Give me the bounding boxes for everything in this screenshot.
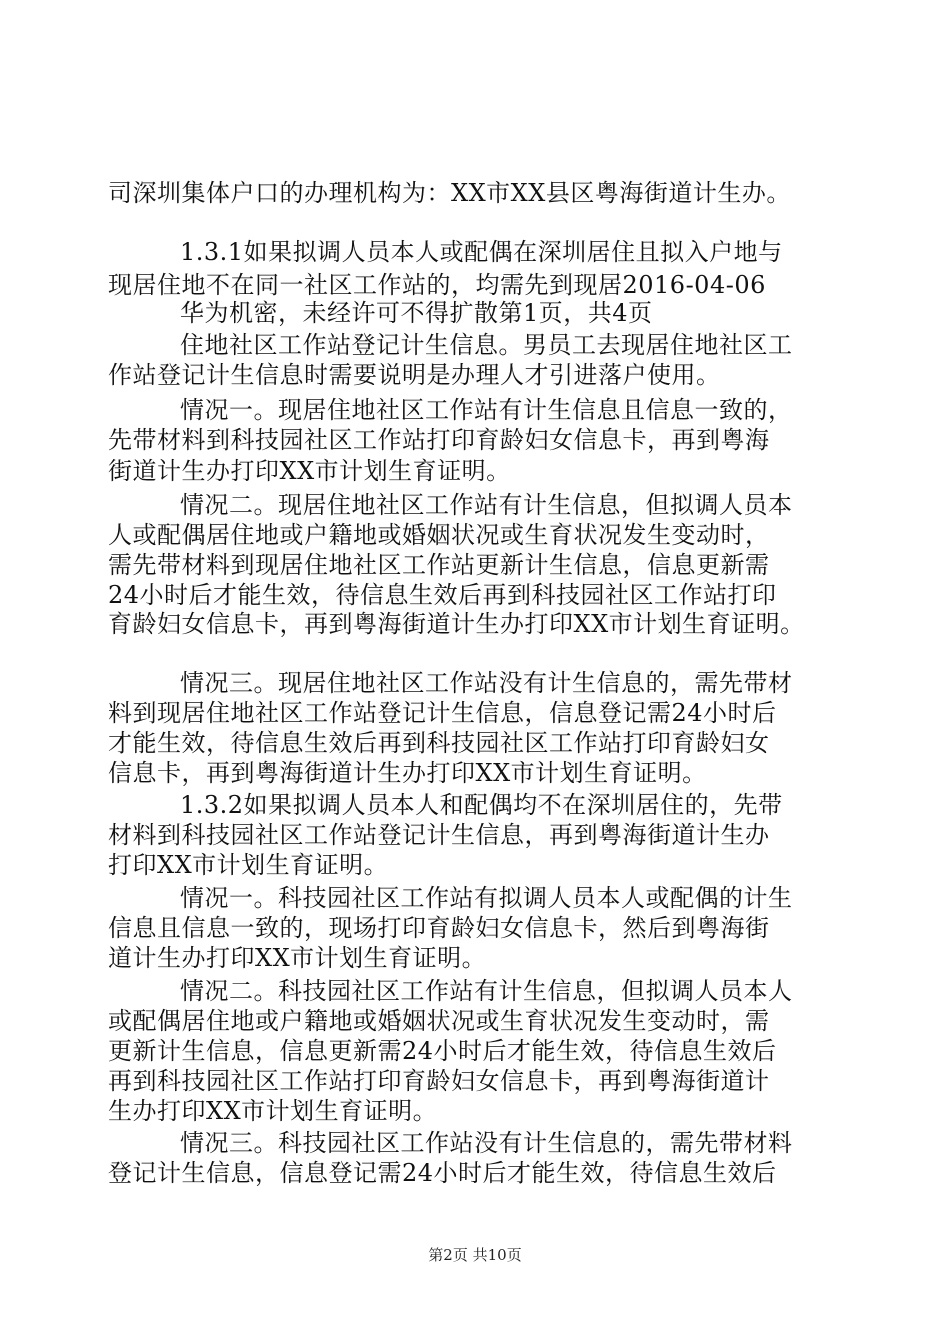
text-line: 道计生办打印XX市计划生育证明。 <box>108 944 487 972</box>
text-line: 再到科技园社区工作站打印育龄妇女信息卡，再到粤海街道计 <box>108 1067 770 1095</box>
text-line: 人或配偶居住地或户籍地或婚姻状况或生育状况发生变动时， <box>108 521 770 549</box>
text-line: 情况三。现居住地社区工作站没有计生信息的，需先带材 <box>180 669 793 697</box>
text-line: 生办打印XX市计划生育证明。 <box>108 1097 438 1125</box>
text-line: 情况二。科技园社区工作站有计生信息，但拟调人员本人 <box>180 977 793 1005</box>
text-line: 登记计生信息，信息登记需24小时后才能生效，待信息生效后 <box>108 1159 777 1187</box>
text-line: 情况三。科技园社区工作站没有计生信息的，需先带材料 <box>180 1129 793 1157</box>
page-footer: 第2页 共10页 <box>428 1246 522 1264</box>
text-line: 更新计生信息，信息更新需24小时后才能生效，待信息生效后 <box>108 1037 777 1065</box>
text-line: 才能生效，待信息生效后再到科技园社区工作站打印育龄妇女 <box>108 729 770 757</box>
text-line: 情况二。现居住地社区工作站有计生信息，但拟调人员本 <box>180 491 793 519</box>
text-line: 情况一。现居住地社区工作站有计生信息且信息一致的， <box>180 396 793 424</box>
text-line: 料到现居住地社区工作站登记计生信息，信息登记需24小时后 <box>108 699 777 727</box>
text-line: 信息卡，再到粤海街道计生办打印XX市计划生育证明。 <box>108 759 707 787</box>
text-line: 育龄妇女信息卡，再到粤海街道计生办打印XX市计划生育证明。 <box>108 610 805 638</box>
text-line: 或配偶居住地或户籍地或婚姻状况或生育状况发生变动时，需 <box>108 1007 770 1035</box>
text-line: 街道计生办打印XX市计划生育证明。 <box>108 457 511 485</box>
header-note-line: 华为机密，未经许可不得扩散第1页，共4页 <box>180 299 653 327</box>
text-line: 材料到科技园社区工作站登记计生信息，再到粤海街道计生办 <box>108 821 770 849</box>
text-line: 先带材料到科技园社区工作站打印育龄妇女信息卡，再到粤海 <box>108 426 770 454</box>
text-line: 作站登记计生信息时需要说明是办理人才引进落户使用。 <box>108 361 721 389</box>
text-line: 1.3.1如果拟调人员本人或配偶在深圳居住且拟入户地与 <box>180 238 783 266</box>
text-line: 司深圳集体户口的办理机构为：XX市XX县区粤海街道计生办。 <box>108 179 791 207</box>
text-line: 需先带材料到现居住地社区工作站更新计生信息，信息更新需 <box>108 551 770 579</box>
text-line: 信息且信息一致的，现场打印育龄妇女信息卡，然后到粤海街 <box>108 914 770 942</box>
text-line: 1.3.2如果拟调人员本人和配偶均不在深圳居住的，先带 <box>180 791 783 819</box>
text-line: 24小时后才能生效，待信息生效后再到科技园社区工作站打印 <box>108 581 777 609</box>
text-line: 情况一。科技园社区工作站有拟调人员本人或配偶的计生 <box>180 884 793 912</box>
text-line: 打印XX市计划生育证明。 <box>108 851 389 879</box>
text-line: 现居住地不在同一社区工作站的，均需先到现居2016-04-06 <box>108 271 766 299</box>
text-line: 住地社区工作站登记计生信息。男员工去现居住地社区工 <box>180 331 793 359</box>
